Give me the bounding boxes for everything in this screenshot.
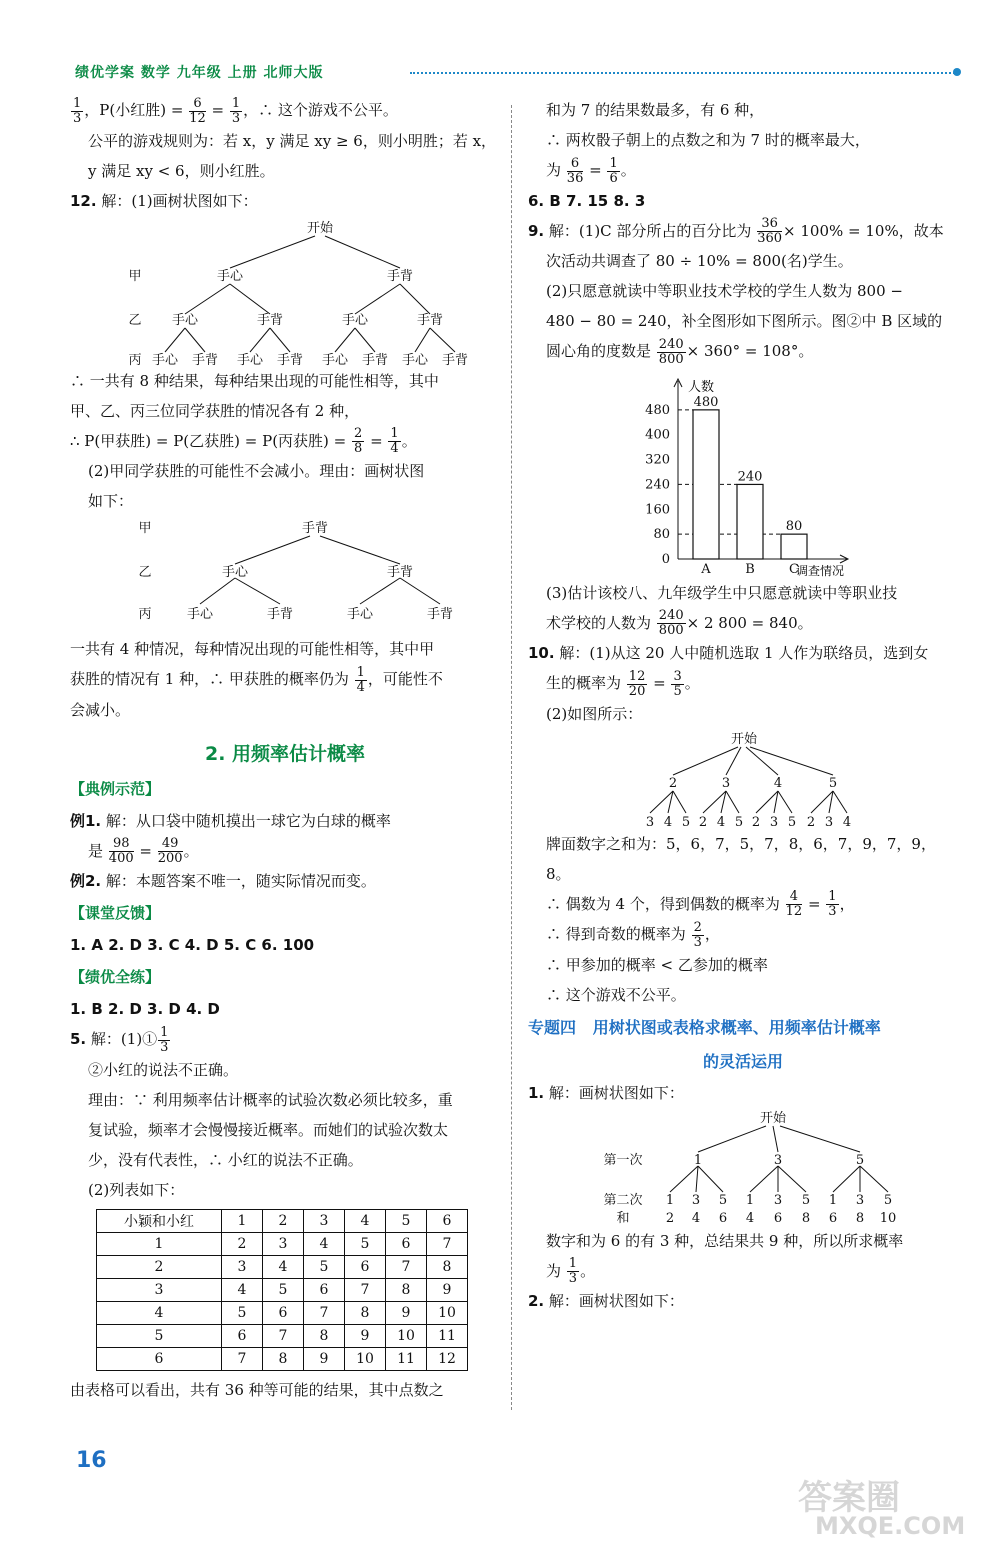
example1-answer: 是 $\frac{98}{400}$ = $\frac{49}{200}$ 。	[88, 836, 199, 866]
mc-answers: 6. B 7. 15 8. 3	[528, 191, 646, 210]
tree-sum: 10	[879, 1210, 897, 1226]
q10-c1: 牌面数字之和为：5，6，7，5，7，8，6，7，9，7，9，8。	[546, 834, 936, 883]
q10-c2: ∴ 偶数为 4 个，得到偶数的概率为 $\frac{4}{12}$ = $\frac{1}{3}$ ，	[546, 889, 855, 919]
tree-diagram-1	[70, 216, 500, 366]
fraction: $\frac{1}{4}$	[356, 664, 365, 695]
y-tick-label: 400	[645, 427, 670, 443]
fraction: $\frac{12}{20}$	[628, 668, 646, 699]
tree-leaf: 2	[751, 814, 761, 829]
tree-sum: 8	[801, 1210, 811, 1226]
table-row	[97, 1232, 468, 1255]
l2-line: 公平的游戏规则为：若 x，y 满足 xy ≥ 6，则小明胜；若 x，	[88, 131, 497, 150]
row-label-jia: 甲	[138, 521, 152, 536]
q9-a2: 次活动共调查了 80 ÷ 10% = 800(名)学生。	[546, 252, 853, 270]
tree-leaf: 手背	[361, 352, 389, 366]
q12-a2: 甲、乙、丙三位同学获胜的情况各有 2 种，	[70, 401, 360, 420]
tree-leaf: 手背	[191, 352, 219, 366]
tree-leaf: 3	[691, 1192, 701, 1208]
table-cell: 3	[222, 1255, 263, 1278]
q9-a1: 9. 解：(1)C 部分所占的百分比为 $\frac{36}{360}$ × 100% = 10%，故本	[528, 216, 944, 246]
table-cell: 7	[304, 1301, 345, 1324]
header-rule	[410, 72, 955, 74]
tree-leaf: 1	[665, 1192, 675, 1208]
tree-leaf: 3	[824, 814, 834, 829]
tree-leaf: 5	[787, 814, 797, 829]
tree-leaf: 4	[716, 814, 726, 829]
q10-a1: 10. 解：(1)从这 20 人中随机选取 1 人作为联络员，选到女	[528, 644, 929, 662]
t1-heading: 1. 解：画树状图如下：	[528, 1083, 684, 1102]
q9-b1: (2)只愿意就读中等职业技术学校的学生人数为 800 −	[546, 282, 903, 300]
table-cell: 6	[97, 1347, 222, 1370]
tree-leaf: 3	[769, 814, 779, 829]
left-column	[70, 95, 500, 1405]
fraction: $\frac{1}{3}$	[231, 95, 241, 126]
q9-b2: 480 − 80 = 240，补全图形如下图所示。图②中 B 区域的	[546, 312, 943, 330]
table-cell: 8	[304, 1324, 345, 1347]
q12-c2: 获胜的情况有 1 种，∴ 甲获胜的概率仍为 $\frac{1}{4}$ ，可能性不	[70, 664, 443, 695]
topic-title: 专题四 用树状图或表格求概率、用频率估计概率	[528, 1017, 881, 1037]
fraction: $\frac{1}{3}$	[160, 1024, 169, 1055]
column-divider	[511, 105, 512, 1410]
watermark: 答案圈	[798, 1478, 900, 1518]
tree-leaf: 4	[663, 814, 673, 829]
fraction: $\frac{1}{3}$	[568, 1256, 578, 1286]
table-cell: 3	[97, 1278, 222, 1301]
row-label-bing: 丙	[138, 607, 152, 622]
running-header: 绩优学案 数学 九年级 上册 北师大版	[75, 65, 324, 81]
tree-node: 手心	[221, 565, 249, 580]
y-tick-label: 480	[645, 402, 670, 418]
bracket-heading-practice: 【绩优全练】	[70, 968, 161, 986]
row-label-bing: 丙	[128, 352, 142, 366]
q5-c1: 理由：∵ 利用频率估计概率的试验次数必须比较多，重	[88, 1090, 453, 1109]
tree-root: 开始	[759, 1110, 787, 1126]
table-cell: 12	[427, 1347, 468, 1370]
tree-node: 5	[855, 1152, 865, 1168]
x-tick-label: C	[789, 561, 799, 577]
y-tick-label: 160	[645, 501, 670, 517]
table-row	[97, 1324, 468, 1347]
tree-leaf: 手心	[321, 352, 349, 366]
table-cell: 9	[386, 1301, 427, 1324]
q5-b: ②小红的说法不正确。	[88, 1060, 239, 1079]
tree-diagram-2	[70, 516, 500, 634]
r3-line: 为 $\frac{6}{36}$ = $\frac{1}{6}$ 。	[546, 155, 636, 186]
r1-line: 和为 7 的结果数最多，有 6 种，	[546, 101, 765, 119]
tree-leaf: 5	[718, 1192, 728, 1208]
bracket-heading-examples: 【典例示范】	[70, 779, 161, 798]
x-tick-label: A	[701, 561, 711, 577]
tree-sum: 6	[773, 1210, 783, 1226]
q12-heading: 12. 解：(1)画树状图如下：	[70, 191, 258, 210]
table-cell: 2	[222, 1232, 263, 1255]
row-label-sum: 和	[616, 1210, 630, 1226]
table-cell: 10	[386, 1324, 427, 1347]
bar-C	[781, 534, 807, 559]
sum-table	[96, 1209, 468, 1371]
table-header-cell: 小颖和小红	[97, 1209, 222, 1232]
row-label-second: 第二次	[603, 1192, 643, 1208]
table-header-cell: 6	[427, 1209, 468, 1232]
table-cell: 4	[97, 1301, 222, 1324]
tree-leaf: 手心	[186, 607, 214, 622]
tree-node: 2	[668, 775, 678, 791]
tree-leaf: 1	[828, 1192, 838, 1208]
tree-leaf: 手背	[441, 352, 469, 366]
feedback-answers: 1. A 2. D 3. C 4. D 5. C 6. 100	[70, 936, 315, 954]
table-row	[97, 1347, 468, 1370]
bar-value-label: 240	[737, 468, 763, 484]
practice-answers: 1. B 2. D 3. D 4. D	[70, 1000, 220, 1018]
table-cell: 11	[427, 1324, 468, 1347]
q10-b: (2)如图所示：	[546, 704, 643, 723]
l3-line: y 满足 xy < 6，则小红胜。	[88, 161, 275, 180]
tree-leaf: 5	[801, 1192, 811, 1208]
tree-root: 开始	[730, 731, 758, 747]
tree-node: 手背	[386, 565, 414, 580]
table-cell: 7	[345, 1278, 386, 1301]
q9-c2: 术学校的人数为 $\frac{240}{800}$ × 2 800 = 840。	[546, 608, 813, 638]
tree-diagram-3	[528, 729, 958, 829]
section-title: 2. 用频率估计概率	[204, 742, 366, 765]
fraction: $\frac{3}{5}$	[673, 668, 682, 699]
table-header-cell: 5	[386, 1209, 427, 1232]
q5-c2: 复试验，频率才会慢慢接近概率。而她们的试验次数太	[88, 1120, 449, 1139]
tree-leaf: 4	[842, 814, 852, 829]
x-tick-label: B	[745, 561, 755, 577]
table-cell: 3	[263, 1232, 304, 1255]
tree-node: 4	[773, 775, 783, 791]
page-number: 16	[76, 1448, 107, 1473]
table-cell: 2	[97, 1255, 222, 1278]
tree-node: 手背	[256, 312, 284, 328]
tree-node: 5	[828, 775, 838, 791]
table-cell: 9	[345, 1324, 386, 1347]
y-tick-label: 320	[645, 452, 670, 468]
table-cell: 5	[263, 1278, 304, 1301]
fraction: $\frac{4}{12}$	[785, 889, 803, 919]
table-row	[97, 1301, 468, 1324]
example1: 例1. 解：从口袋中随机摸出一球它为白球的概率	[70, 811, 391, 830]
table-cell: 6	[304, 1278, 345, 1301]
table-cell: 5	[97, 1324, 222, 1347]
right-column	[528, 95, 958, 1316]
table-cell: 6	[345, 1255, 386, 1278]
y-axis-label: 人数	[688, 379, 715, 395]
fraction: $\frac{6}{36}$	[566, 155, 584, 186]
y-tick-label: 0	[661, 551, 670, 567]
table-cell: 4	[222, 1278, 263, 1301]
tree-sum: 4	[691, 1210, 701, 1226]
fraction: $\frac{49}{200}$	[157, 836, 183, 866]
tree-sum: 4	[745, 1210, 755, 1226]
tree-diagram-4	[528, 1108, 958, 1226]
fraction: $\frac{98}{400}$	[108, 836, 134, 866]
row-label-yi: 乙	[128, 312, 142, 328]
bar-A	[693, 409, 719, 558]
row-label-yi: 乙	[138, 565, 152, 580]
row-label-first: 第一次	[603, 1152, 643, 1168]
table-cell: 8	[263, 1347, 304, 1370]
tree-node: 3	[721, 775, 731, 791]
q5-c3: 少，没有代表性，∴ 小红的说法不正确。	[88, 1150, 363, 1169]
table-cell: 5	[304, 1255, 345, 1278]
topic-title-cont: 的灵活运用	[702, 1051, 783, 1071]
table-cell: 6	[222, 1324, 263, 1347]
table-cell: 4	[263, 1255, 304, 1278]
tree-node: 手背	[301, 521, 329, 536]
q10-a2: 生的概率为 $\frac{12}{20}$ = $\frac{3}{5}$ 。	[546, 668, 700, 699]
fraction: $\frac{1}{4}$	[390, 426, 399, 456]
fraction: $\frac{36}{360}$	[757, 216, 783, 246]
table-row	[97, 1255, 468, 1278]
fraction: $\frac{240}{800}$	[658, 336, 684, 367]
q12-b1: (2)甲同学获胜的可能性不会减小。理由：画树状图	[88, 462, 425, 480]
tree-root: 开始	[306, 220, 334, 236]
table-cell: 7	[427, 1232, 468, 1255]
tree-node: 手心	[171, 312, 199, 328]
tree-leaf: 2	[806, 814, 816, 829]
q12-c3: 会减小。	[70, 700, 131, 719]
q12-a3: ∴ P(甲获胜) = P(乙获胜) = P(丙获胜) = $\frac{2}{8}$ = $\frac{1}{4}$ 。	[70, 426, 417, 456]
r2-line: ∴ 两枚骰子朝上的点数之和为 7 时的概率最大，	[546, 131, 870, 149]
table-cell: 1	[97, 1232, 222, 1255]
table-cell: 8	[386, 1278, 427, 1301]
tree-leaf: 手心	[401, 352, 429, 366]
y-tick-label: 240	[645, 476, 670, 492]
tree-leaf: 1	[745, 1192, 755, 1208]
q5-d: (2)列表如下：	[88, 1180, 185, 1199]
q10-c4: ∴ 甲参加的概率 < 乙参加的概率	[546, 955, 768, 974]
tree-leaf: 3	[645, 814, 655, 829]
tree-leaf: 手心	[346, 607, 374, 622]
tree-leaf: 5	[883, 1192, 893, 1208]
table-header-cell: 3	[304, 1209, 345, 1232]
table-cell: 10	[345, 1347, 386, 1370]
table-cell: 8	[345, 1301, 386, 1324]
table-cell: 7	[222, 1347, 263, 1370]
tree-sum: 8	[855, 1210, 865, 1226]
table-cell: 4	[304, 1232, 345, 1255]
fraction: $\frac{2}{3}$	[693, 919, 702, 950]
tree-node: 1	[693, 1152, 703, 1168]
table-row	[97, 1278, 468, 1301]
l1-line: $\frac{1}{3}$ ，P(小红胜) = $\frac{6}{12}$ = $\frac{1}{3}$ ，∴ 这个游戏不公平。	[73, 95, 398, 126]
tree-node: 手背	[386, 268, 414, 284]
bar-chart	[528, 373, 958, 578]
table-cell: 9	[304, 1347, 345, 1370]
bar-value-label: 80	[785, 518, 803, 534]
tree-leaf: 手背	[426, 607, 454, 622]
tree-leaf: 手背	[266, 607, 294, 622]
tree-leaf: 手心	[236, 352, 264, 366]
table-cell: 10	[427, 1301, 468, 1324]
tree-node: 手背	[416, 312, 444, 328]
table-header-row	[97, 1209, 468, 1232]
header-dot	[953, 68, 961, 76]
tree-leaf: 2	[698, 814, 708, 829]
t2-heading: 2. 解：画树状图如下：	[528, 1292, 684, 1310]
tree-leaf: 3	[855, 1192, 865, 1208]
table-header-cell: 4	[345, 1209, 386, 1232]
x-axis-label: 调查情况	[796, 563, 845, 578]
q12-b2: 如下：	[88, 492, 134, 510]
example2: 例2. 解：本题答案不唯一，随实际情况而变。	[70, 872, 376, 890]
bar-value-label: 480	[693, 394, 719, 410]
tree-node: 手心	[341, 312, 369, 328]
table-cell: 8	[427, 1255, 468, 1278]
tree-sum: 6	[718, 1210, 728, 1226]
fraction: $\frac{1}{6}$	[609, 155, 618, 186]
table-cell: 6	[386, 1232, 427, 1255]
tree-leaf: 3	[773, 1192, 783, 1208]
table-cell: 6	[263, 1301, 304, 1324]
watermark-url: MXQE.COM	[815, 1512, 966, 1540]
q9-c1: (3)估计该校八、九年级学生中只愿意就读中等职业技	[546, 583, 898, 602]
q12-c1: 一共有 4 种情况，每种情况出现的可能性相等，其中甲	[70, 640, 435, 658]
table-header-cell: 1	[222, 1209, 263, 1232]
row-label-jia: 甲	[128, 268, 142, 284]
y-tick-label: 80	[653, 526, 670, 542]
table-cell: 5	[345, 1232, 386, 1255]
fraction: $\frac{6}{12}$	[189, 95, 206, 126]
q10-c5: ∴ 这个游戏不公平。	[546, 985, 686, 1004]
fraction: $\frac{2}{8}$	[354, 426, 363, 456]
fraction: $\frac{240}{800}$	[658, 608, 684, 638]
tree-node: 手心	[216, 268, 244, 284]
bracket-heading-feedback: 【课堂反馈】	[70, 904, 161, 922]
q5-heading: 5. 解：(1)① $\frac{1}{3}$	[70, 1024, 169, 1055]
q12-a1: ∴ 一共有 8 种结果，每种结果出现的可能性相等，其中	[70, 371, 439, 390]
table-cell: 9	[427, 1278, 468, 1301]
fraction: $\frac{1}{3}$	[73, 95, 82, 126]
table-cell: 11	[386, 1347, 427, 1370]
tree-leaf: 手心	[151, 352, 179, 366]
tree-leaf: 5	[681, 814, 691, 829]
tree-sum: 2	[665, 1210, 675, 1226]
q10-c3: ∴ 得到奇数的概率为 $\frac{2}{3}$ ，	[546, 919, 720, 950]
fraction: $\frac{1}{3}$	[828, 889, 837, 919]
table-cell: 7	[386, 1255, 427, 1278]
t1-b: 为 $\frac{1}{3}$ 。	[546, 1256, 596, 1286]
q9-b3: 圆心角的度数是 $\frac{240}{800}$ × 360° = 108°。	[546, 336, 814, 367]
tree-leaf: 5	[734, 814, 744, 829]
q5-e: 由表格可以看出，共有 36 种等可能的结果，其中点数之	[70, 1380, 444, 1399]
tree-node: 3	[773, 1152, 783, 1168]
table-cell: 7	[263, 1324, 304, 1347]
table-header-cell: 2	[263, 1209, 304, 1232]
tree-sum: 6	[828, 1210, 838, 1226]
table-cell: 5	[222, 1301, 263, 1324]
t1-a: 数字和为 6 的有 3 种，总结果共 9 种，所以所求概率	[546, 1231, 904, 1250]
bar-B	[737, 484, 763, 559]
tree-leaf: 手背	[276, 352, 304, 366]
